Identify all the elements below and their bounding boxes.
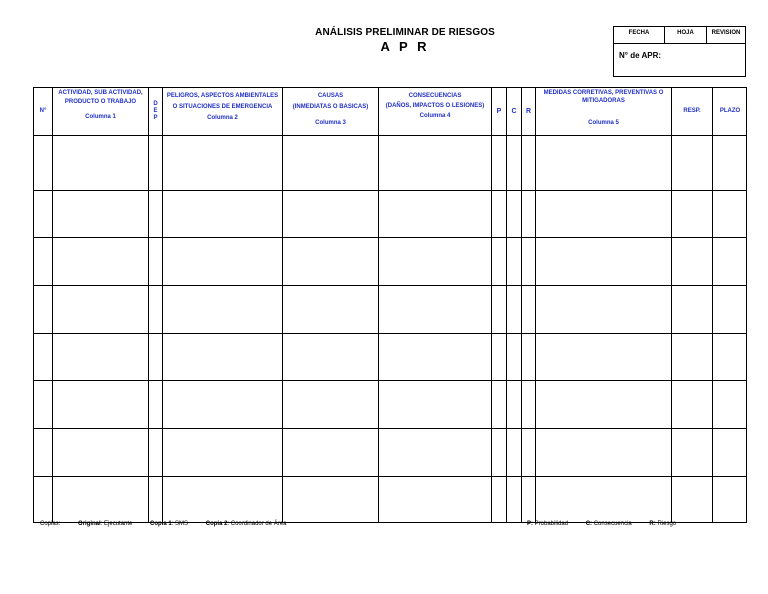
header-r <box>522 88 535 135</box>
header-p <box>492 88 506 135</box>
row-divider <box>34 380 746 381</box>
header-resp-label: RESP. <box>683 108 701 114</box>
legend-r-value: Riesgo <box>657 521 677 527</box>
row-divider <box>34 190 746 191</box>
header-peligros-label: PELIGROS, ASPECTOS AMBIENTALES O SITUACIONES DE EMERGENCIA <box>166 93 279 110</box>
legend-c-label: C: <box>585 521 593 527</box>
copias-label: Copias: <box>40 521 61 527</box>
header-c <box>507 88 521 135</box>
row-divider <box>34 237 746 238</box>
header-medidas-label: MEDIDAS CORRETIVAS, PREVENTIVAS O MITIGADORAS <box>543 90 664 104</box>
legend-r-label: R: <box>649 521 656 527</box>
header-actividad-column: Columna 1 <box>85 114 116 120</box>
copia1-value: : SMS <box>171 521 189 527</box>
fecha-label: FECHA <box>628 30 650 36</box>
col-divider <box>378 88 379 522</box>
copia1-label: Copia 1 <box>150 521 172 527</box>
header-dep <box>149 88 162 135</box>
row-divider <box>34 333 746 334</box>
footer-copies <box>40 521 286 527</box>
header-c-label: C <box>511 108 517 115</box>
col-divider <box>521 88 522 522</box>
header-plazo <box>713 88 747 135</box>
header-medidas <box>536 88 671 135</box>
header-actividad <box>53 88 148 135</box>
header-p-label: P <box>496 108 502 115</box>
row-divider <box>34 135 746 136</box>
row-divider <box>34 476 746 477</box>
footer-legend <box>527 521 676 527</box>
document-subtitle: A P R <box>380 39 430 54</box>
legend-c-value: Consecuencia <box>593 521 632 527</box>
apr-number-label: N° de APR: <box>619 51 662 60</box>
header-peligros-column: Columna 2 <box>207 115 238 121</box>
header-consecuencias-sub: (DAÑOS, IMPACTOS O LESIONES) <box>385 103 485 109</box>
meta-header-row <box>614 27 745 44</box>
header-number-label: N° <box>39 108 47 114</box>
col-divider <box>148 88 149 522</box>
header-actividad-label: ACTIVIDAD, SUB ACTIVIDAD, PRODUCTO O TRABAJO <box>58 90 143 105</box>
hoja-label: HOJA <box>664 27 706 43</box>
header-causas <box>283 88 378 135</box>
legend-p-label: P: <box>527 521 533 527</box>
document-title: ANÁLISIS PRELIMINAR DE RIESGOS <box>315 27 495 38</box>
col-divider <box>712 88 713 522</box>
risk-analysis-table <box>33 87 747 523</box>
header-dep-d: D <box>153 101 158 107</box>
header-resp <box>672 88 712 135</box>
header-plazo-label: PLAZO <box>719 108 741 114</box>
row-divider <box>34 285 746 286</box>
document-title-block <box>300 27 510 54</box>
col-divider <box>535 88 536 522</box>
header-consecuencias-column: Columna 4 <box>419 113 451 119</box>
original-value: : Ejecutante <box>100 521 133 527</box>
header-number <box>34 88 52 135</box>
revision-label: REVISION <box>706 27 745 43</box>
header-r-label: R <box>525 108 532 115</box>
header-dep-p: P <box>153 115 158 121</box>
copia2-label: Copia 2 <box>205 521 228 527</box>
col-divider <box>52 88 53 522</box>
header-consecuencias <box>384 88 486 135</box>
col-divider <box>671 88 672 522</box>
col-divider <box>162 88 163 522</box>
copia2-value: : Coordinador de Área <box>227 521 287 527</box>
col-divider <box>491 88 492 522</box>
col-divider <box>282 88 283 522</box>
header-peligros <box>166 88 279 135</box>
header-dep-e: E <box>153 108 158 114</box>
original-label: Original <box>78 521 101 527</box>
row-divider <box>34 428 746 429</box>
document-meta-box <box>613 26 746 77</box>
header-causas-column: Columna 3 <box>315 120 346 126</box>
header-consecuencias-label: CONSECUENCIAS <box>408 93 462 99</box>
col-divider <box>506 88 507 522</box>
header-causas-label: CAUSAS <box>317 93 344 99</box>
legend-p-value: Probabilidad <box>534 521 569 527</box>
header-medidas-column: Columna 5 <box>588 120 619 126</box>
header-causas-sub: (INMEDIATAS O BASICAS) <box>292 104 369 110</box>
